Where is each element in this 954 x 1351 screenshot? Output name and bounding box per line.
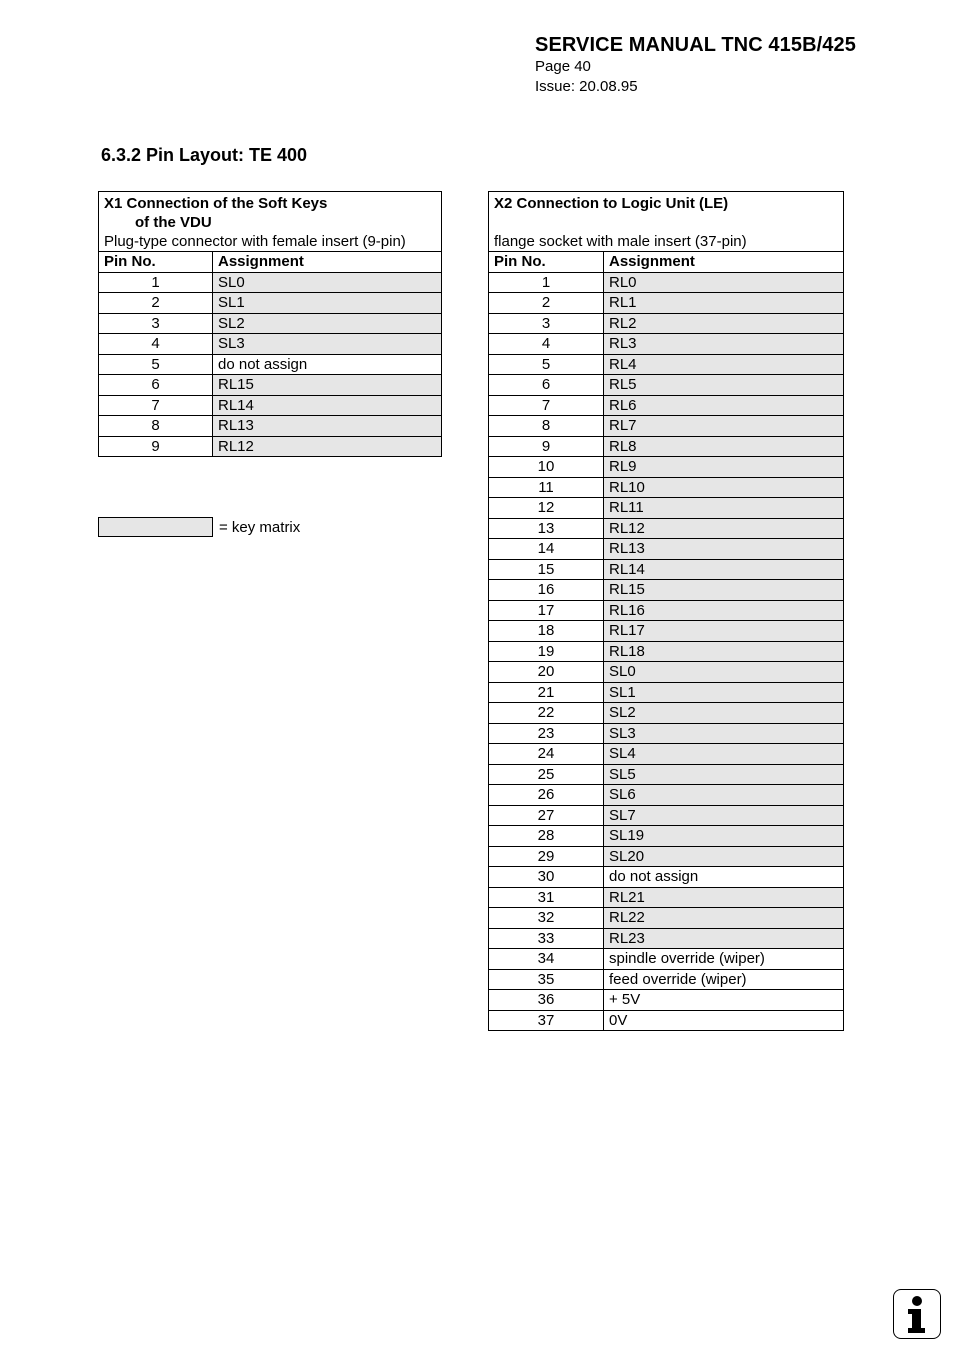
table-row [489, 764, 844, 785]
pin-number: 13 [489, 518, 604, 539]
pin-assignment: SL1 [213, 293, 442, 314]
pin-assignment: RL13 [604, 539, 844, 560]
pin-assignment: spindle override (wiper) [604, 949, 844, 970]
x1-col-pin: Pin No. [99, 252, 213, 273]
pin-assignment: RL12 [213, 436, 442, 457]
pin-number: 29 [489, 846, 604, 867]
pin-number: 12 [489, 498, 604, 519]
pin-number: 25 [489, 764, 604, 785]
pin-number: 37 [489, 1010, 604, 1031]
pin-assignment: RL2 [604, 313, 844, 334]
table-row [489, 559, 844, 580]
table-row [489, 621, 844, 642]
table-row [489, 395, 844, 416]
table-row [489, 928, 844, 949]
table-row [489, 969, 844, 990]
table-row [489, 498, 844, 519]
table-row [99, 272, 442, 293]
x1-caption-row [99, 192, 442, 252]
pin-number: 23 [489, 723, 604, 744]
pin-number: 1 [99, 272, 213, 293]
x1-title-line1: X1 Connection of the Soft Keys [104, 195, 328, 212]
pin-assignment: SL3 [604, 723, 844, 744]
table-row [489, 703, 844, 724]
pin-number: 36 [489, 990, 604, 1011]
pin-number: 5 [99, 354, 213, 375]
pin-assignment: RL7 [604, 416, 844, 437]
table-row [99, 416, 442, 437]
x2-caption [489, 192, 844, 252]
pin-assignment: RL8 [604, 436, 844, 457]
pin-number: 6 [489, 375, 604, 396]
table-row [99, 313, 442, 334]
pin-assignment: SL5 [604, 764, 844, 785]
table-row [489, 1010, 844, 1031]
x1-col-assign: Assignment [213, 252, 442, 273]
table-row [99, 395, 442, 416]
pin-assignment: RL17 [604, 621, 844, 642]
table-row [489, 334, 844, 355]
table-row [489, 949, 844, 970]
table-row [489, 580, 844, 601]
table-row [489, 990, 844, 1011]
table-row [489, 826, 844, 847]
legend [98, 517, 300, 537]
table-row [489, 272, 844, 293]
pin-assignment: SL7 [604, 805, 844, 826]
pin-assignment: RL1 [604, 293, 844, 314]
table-row [99, 375, 442, 396]
pin-number: 9 [489, 436, 604, 457]
x1-header-row [99, 252, 442, 273]
pin-number: 16 [489, 580, 604, 601]
pin-number: 35 [489, 969, 604, 990]
pin-assignment: RL22 [604, 908, 844, 929]
pin-number: 14 [489, 539, 604, 560]
pin-number: 8 [489, 416, 604, 437]
page-number: Page 40 [535, 58, 591, 75]
table-row [489, 785, 844, 806]
pin-number: 27 [489, 805, 604, 826]
x2-rows [489, 272, 844, 1031]
x1-title [104, 195, 436, 232]
pin-assignment: RL16 [604, 600, 844, 621]
pin-assignment: RL23 [604, 928, 844, 949]
pin-number: 4 [99, 334, 213, 355]
pin-number: 5 [489, 354, 604, 375]
pin-number: 7 [99, 395, 213, 416]
x2-pin-table [488, 191, 844, 1031]
table-row [489, 436, 844, 457]
pin-number: 32 [489, 908, 604, 929]
table-row [99, 354, 442, 375]
x2-col-assign: Assignment [604, 252, 844, 273]
legend-label: = key matrix [219, 518, 301, 536]
x2-title: X2 Connection to Logic Unit (LE) [494, 195, 729, 212]
pin-number: 10 [489, 457, 604, 478]
pin-assignment: SL1 [604, 682, 844, 703]
pin-assignment: SL19 [604, 826, 844, 847]
pin-number: 9 [99, 436, 213, 457]
pin-number: 3 [489, 313, 604, 334]
pin-assignment: RL14 [213, 395, 442, 416]
pin-number: 4 [489, 334, 604, 355]
pin-number: 30 [489, 867, 604, 888]
pin-number: 6 [99, 375, 213, 396]
pin-number: 2 [489, 293, 604, 314]
table-row [489, 887, 844, 908]
table-row [489, 682, 844, 703]
pin-assignment: SL3 [213, 334, 442, 355]
pin-number: 17 [489, 600, 604, 621]
x2-caption-row [489, 192, 844, 252]
pin-number: 11 [489, 477, 604, 498]
pin-number: 15 [489, 559, 604, 580]
table-row [489, 539, 844, 560]
table-row [489, 313, 844, 334]
pin-number: 34 [489, 949, 604, 970]
table-row [99, 334, 442, 355]
pin-number: 19 [489, 641, 604, 662]
table-row [489, 477, 844, 498]
pin-assignment: RL5 [604, 375, 844, 396]
x1-caption [99, 192, 442, 252]
pin-number: 3 [99, 313, 213, 334]
pin-assignment: RL13 [213, 416, 442, 437]
pin-assignment: do not assign [213, 354, 442, 375]
pin-number: 21 [489, 682, 604, 703]
page-header [535, 34, 856, 97]
table-row [489, 744, 844, 765]
table-row [99, 436, 442, 457]
pin-number: 7 [489, 395, 604, 416]
pin-number: 24 [489, 744, 604, 765]
table-row [99, 293, 442, 314]
table-row [489, 354, 844, 375]
manual-title: SERVICE MANUAL TNC 415B/425 [535, 34, 856, 56]
pin-assignment: RL21 [604, 887, 844, 908]
pin-number: 20 [489, 662, 604, 683]
pin-assignment: do not assign [604, 867, 844, 888]
x1-rows [99, 272, 442, 457]
x1-subtitle: Plug-type connector with female insert (9-pin) [104, 233, 406, 250]
legend-swatch [98, 517, 213, 537]
pin-assignment: RL15 [604, 580, 844, 601]
pin-assignment: feed override (wiper) [604, 969, 844, 990]
pin-number: 26 [489, 785, 604, 806]
x1-pin-table [98, 191, 442, 457]
pin-number: 2 [99, 293, 213, 314]
pin-assignment: SL0 [213, 272, 442, 293]
pin-assignment: SL0 [604, 662, 844, 683]
pin-assignment: SL2 [213, 313, 442, 334]
pin-assignment: RL14 [604, 559, 844, 580]
x2-subtitle: flange socket with male insert (37-pin) [494, 233, 747, 250]
table-row [489, 457, 844, 478]
pin-assignment: SL4 [604, 744, 844, 765]
pin-number: 22 [489, 703, 604, 724]
pin-assignment: RL9 [604, 457, 844, 478]
section-title: 6.3.2 Pin Layout: TE 400 [101, 145, 308, 165]
table-row [489, 416, 844, 437]
pin-assignment: RL4 [604, 354, 844, 375]
pin-number: 8 [99, 416, 213, 437]
table-row [489, 518, 844, 539]
pin-assignment: 0V [604, 1010, 844, 1031]
table-row [489, 805, 844, 826]
pin-assignment: RL6 [604, 395, 844, 416]
info-icon [893, 1289, 941, 1339]
pin-assignment: SL20 [604, 846, 844, 867]
table-row [489, 846, 844, 867]
x1-title-line2: of the VDU [135, 214, 212, 231]
x2-header-row [489, 252, 844, 273]
issue-date: Issue: 20.08.95 [535, 78, 638, 95]
pin-number: 1 [489, 272, 604, 293]
pin-assignment: SL6 [604, 785, 844, 806]
pin-assignment: RL10 [604, 477, 844, 498]
table-row [489, 662, 844, 683]
pin-assignment: SL2 [604, 703, 844, 724]
pin-number: 33 [489, 928, 604, 949]
table-row [489, 293, 844, 314]
table-row [489, 723, 844, 744]
pin-assignment: RL0 [604, 272, 844, 293]
table-row [489, 641, 844, 662]
table-row [489, 908, 844, 929]
pin-assignment: + 5V [604, 990, 844, 1011]
pin-assignment: RL15 [213, 375, 442, 396]
table-row [489, 867, 844, 888]
pin-number: 31 [489, 887, 604, 908]
pin-number: 18 [489, 621, 604, 642]
table-row [489, 375, 844, 396]
pin-number: 28 [489, 826, 604, 847]
pin-assignment: RL3 [604, 334, 844, 355]
pin-assignment: RL18 [604, 641, 844, 662]
pin-assignment: RL11 [604, 498, 844, 519]
pin-assignment: RL12 [604, 518, 844, 539]
table-row [489, 600, 844, 621]
x2-col-pin: Pin No. [489, 252, 604, 273]
